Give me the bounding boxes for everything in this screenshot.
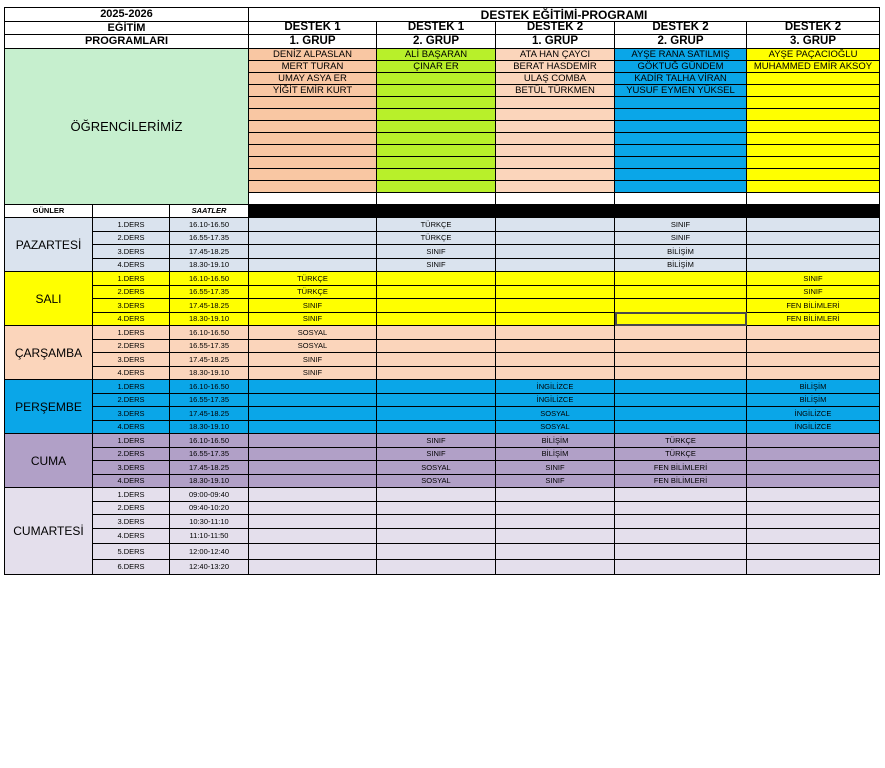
lesson-number-cell[interactable]: 1.DERS [93, 272, 170, 286]
lesson-number-cell[interactable]: 5.DERS [93, 544, 170, 560]
lesson-number-cell[interactable]: 3.DERS [93, 515, 170, 529]
lesson-number-cell[interactable]: 2.DERS [93, 231, 170, 245]
subject-cell[interactable] [496, 231, 615, 245]
student-name-cell[interactable] [747, 181, 880, 193]
lesson-time-cell[interactable]: 16.10-16.50 [170, 434, 249, 448]
subject-cell[interactable]: SOSYAL [249, 339, 377, 353]
subject-cell[interactable] [249, 380, 377, 394]
student-name-cell[interactable] [615, 145, 747, 157]
subject-cell[interactable]: TÜRKÇE [377, 231, 496, 245]
student-name-cell[interactable]: DENİZ ALPASLAN [249, 49, 377, 61]
student-name-cell[interactable] [377, 169, 496, 181]
lesson-time-cell[interactable]: 16.10-16.50 [170, 326, 249, 340]
subject-cell[interactable] [496, 501, 615, 515]
student-name-cell[interactable]: ALİ BAŞARAN [377, 49, 496, 61]
day-name-cell[interactable]: ÇARŞAMBA [5, 326, 93, 380]
student-name-cell[interactable] [615, 121, 747, 133]
student-name-cell[interactable] [377, 97, 496, 109]
subject-cell[interactable] [615, 407, 747, 421]
subject-cell[interactable] [496, 488, 615, 502]
schedule-spreadsheet [4, 7, 880, 575]
subject-cell[interactable]: FEN BİLİMLERİ [615, 461, 747, 475]
lesson-number-cell[interactable]: 1.DERS [93, 380, 170, 394]
lesson-number-cell[interactable]: 3.DERS [93, 299, 170, 313]
subject-cell[interactable] [615, 393, 747, 407]
subject-cell[interactable] [377, 420, 496, 434]
subject-cell[interactable] [496, 559, 615, 575]
subject-cell[interactable]: BİLİŞİM [747, 393, 880, 407]
destek-header-cell[interactable]: DESTEK 2 [496, 22, 615, 35]
subject-cell[interactable] [249, 407, 377, 421]
subject-cell[interactable]: SINIF [377, 447, 496, 461]
student-name-cell[interactable]: ÇINAR ER [377, 61, 496, 73]
hours-column-header[interactable]: SAATLER [170, 205, 249, 218]
lesson-number-cell[interactable]: 1.DERS [93, 326, 170, 340]
subject-cell[interactable] [747, 515, 880, 529]
subject-cell[interactable]: İNGİLİZCE [747, 420, 880, 434]
subject-cell[interactable] [377, 393, 496, 407]
day-name-cell[interactable]: CUMARTESİ [5, 488, 93, 575]
lesson-time-cell[interactable]: 18.30-19.10 [170, 258, 249, 272]
lesson-number-cell[interactable]: 4.DERS [93, 258, 170, 272]
subject-cell[interactable] [615, 339, 747, 353]
grup-header-cell[interactable]: 3. GRUP [747, 35, 880, 49]
lesson-number-cell[interactable]: 4.DERS [93, 474, 170, 488]
lesson-number-cell[interactable]: 3.DERS [93, 245, 170, 259]
subject-cell[interactable]: SINIF [249, 312, 377, 326]
student-name-cell[interactable]: BETÜL TÜRKMEN [496, 85, 615, 97]
lesson-number-cell[interactable]: 2.DERS [93, 447, 170, 461]
student-name-cell[interactable] [249, 133, 377, 145]
subject-cell[interactable]: SINIF [496, 461, 615, 475]
subject-cell[interactable] [496, 366, 615, 380]
student-name-cell[interactable]: AYŞE RANA SATILMIŞ [615, 49, 747, 61]
subject-cell[interactable] [249, 420, 377, 434]
subject-cell[interactable] [249, 447, 377, 461]
student-name-cell[interactable]: MUHAMMED EMİR AKSOY [747, 61, 880, 73]
student-name-cell[interactable] [249, 109, 377, 121]
lesson-number-cell[interactable]: 2.DERS [93, 339, 170, 353]
lesson-number-cell[interactable]: 2.DERS [93, 285, 170, 299]
lesson-time-cell[interactable]: 17.45-18.25 [170, 461, 249, 475]
subject-cell[interactable] [615, 299, 747, 313]
subject-cell[interactable] [747, 366, 880, 380]
subject-cell[interactable] [615, 528, 747, 544]
subject-cell[interactable]: SOSYAL [377, 474, 496, 488]
subject-cell[interactable] [615, 366, 747, 380]
subject-cell[interactable] [747, 218, 880, 232]
day-name-cell[interactable]: PAZARTESİ [5, 218, 93, 272]
lesson-number-cell[interactable]: 3.DERS [93, 407, 170, 421]
student-name-cell[interactable]: ULAŞ COMBA [496, 73, 615, 85]
lesson-time-cell[interactable]: 16.55-17.35 [170, 285, 249, 299]
lesson-time-cell[interactable]: 17.45-18.25 [170, 299, 249, 313]
destek-header-cell[interactable]: DESTEK 2 [615, 22, 747, 35]
subject-cell[interactable] [249, 218, 377, 232]
subject-cell[interactable] [615, 285, 747, 299]
subject-cell[interactable] [377, 366, 496, 380]
lesson-number-cell[interactable]: 1.DERS [93, 488, 170, 502]
lesson-number-cell[interactable]: 2.DERS [93, 393, 170, 407]
subject-cell[interactable] [747, 501, 880, 515]
empty-cell[interactable] [93, 205, 170, 218]
subject-cell[interactable] [377, 326, 496, 340]
lesson-time-cell[interactable]: 17.45-18.25 [170, 407, 249, 421]
subject-cell[interactable] [747, 528, 880, 544]
title-line2-cell[interactable]: EĞİTİM [5, 22, 249, 35]
lesson-time-cell[interactable]: 16.10-16.50 [170, 380, 249, 394]
subject-cell[interactable]: BİLİŞİM [496, 447, 615, 461]
lesson-number-cell[interactable]: 3.DERS [93, 461, 170, 475]
student-name-cell[interactable] [249, 169, 377, 181]
subject-cell[interactable] [496, 285, 615, 299]
subject-cell[interactable] [249, 559, 377, 575]
student-name-cell[interactable] [747, 85, 880, 97]
day-name-cell[interactable]: SALI [5, 272, 93, 326]
lesson-time-cell[interactable]: 16.55-17.35 [170, 339, 249, 353]
student-name-cell[interactable] [615, 157, 747, 169]
subject-cell[interactable] [496, 515, 615, 529]
subject-cell[interactable] [249, 474, 377, 488]
student-name-cell[interactable] [615, 133, 747, 145]
subject-cell[interactable]: SOSYAL [496, 420, 615, 434]
subject-cell[interactable]: İNGİLİZCE [496, 393, 615, 407]
student-name-cell[interactable] [496, 133, 615, 145]
subject-cell[interactable] [249, 488, 377, 502]
subject-cell[interactable]: SINIF [249, 299, 377, 313]
subject-cell[interactable] [377, 544, 496, 560]
subject-cell[interactable] [496, 218, 615, 232]
subject-cell[interactable] [747, 326, 880, 340]
student-name-cell[interactable] [747, 109, 880, 121]
subject-cell[interactable] [615, 559, 747, 575]
subject-cell[interactable] [496, 258, 615, 272]
subject-cell[interactable] [377, 407, 496, 421]
subject-cell[interactable] [496, 312, 615, 326]
lesson-number-cell[interactable]: 1.DERS [93, 218, 170, 232]
student-name-cell[interactable] [615, 169, 747, 181]
subject-cell[interactable]: SINIF [249, 353, 377, 367]
subject-cell[interactable]: İNGİLİZCE [747, 407, 880, 421]
subject-cell[interactable] [377, 528, 496, 544]
empty-cell[interactable] [615, 193, 747, 205]
subject-cell[interactable]: SOSYAL [377, 461, 496, 475]
selected-subject-cell[interactable] [615, 312, 747, 326]
days-column-header[interactable]: GÜNLER [5, 205, 93, 218]
destek-header-cell[interactable]: DESTEK 1 [377, 22, 496, 35]
subject-cell[interactable] [747, 474, 880, 488]
subject-cell[interactable] [615, 501, 747, 515]
subject-cell[interactable] [377, 501, 496, 515]
student-name-cell[interactable] [747, 145, 880, 157]
subject-cell[interactable]: FEN BİLİMLERİ [747, 299, 880, 313]
subject-cell[interactable] [496, 544, 615, 560]
student-name-cell[interactable] [377, 85, 496, 97]
grup-header-cell[interactable]: 1. GRUP [496, 35, 615, 49]
subject-cell[interactable] [377, 488, 496, 502]
subject-cell[interactable] [249, 515, 377, 529]
subject-cell[interactable] [496, 528, 615, 544]
subject-cell[interactable]: BİLİŞİM [615, 245, 747, 259]
subject-cell[interactable] [496, 326, 615, 340]
subject-cell[interactable] [249, 393, 377, 407]
lesson-number-cell[interactable]: 4.DERS [93, 420, 170, 434]
student-name-cell[interactable] [377, 73, 496, 85]
subject-cell[interactable] [377, 299, 496, 313]
student-name-cell[interactable] [377, 157, 496, 169]
subject-cell[interactable] [249, 245, 377, 259]
year-cell[interactable]: 2025-2026 [5, 8, 249, 22]
lesson-time-cell[interactable]: 16.55-17.35 [170, 393, 249, 407]
subject-cell[interactable] [747, 339, 880, 353]
student-name-cell[interactable]: YİĞİT EMİR KURT [249, 85, 377, 97]
lesson-time-cell[interactable]: 17.45-18.25 [170, 245, 249, 259]
subject-cell[interactable] [249, 231, 377, 245]
student-name-cell[interactable] [377, 181, 496, 193]
student-name-cell[interactable] [615, 97, 747, 109]
subject-cell[interactable] [377, 353, 496, 367]
empty-cell[interactable] [249, 193, 377, 205]
student-name-cell[interactable] [249, 181, 377, 193]
black-separator-cell[interactable] [249, 205, 880, 218]
lesson-number-cell[interactable]: 3.DERS [93, 353, 170, 367]
student-name-cell[interactable] [377, 109, 496, 121]
lesson-time-cell[interactable]: 17.45-18.25 [170, 353, 249, 367]
student-name-cell[interactable] [615, 109, 747, 121]
subject-cell[interactable] [377, 285, 496, 299]
subject-cell[interactable]: SINIF [249, 366, 377, 380]
student-name-cell[interactable] [377, 121, 496, 133]
subject-cell[interactable] [249, 544, 377, 560]
empty-cell[interactable] [496, 193, 615, 205]
lesson-number-cell[interactable]: 1.DERS [93, 434, 170, 448]
student-name-cell[interactable] [747, 97, 880, 109]
program-title-cell[interactable]: DESTEK EĞİTİMİ-PROGRAMI [249, 8, 880, 22]
student-name-cell[interactable] [249, 145, 377, 157]
subject-cell[interactable]: SINIF [377, 245, 496, 259]
subject-cell[interactable] [377, 515, 496, 529]
subject-cell[interactable] [615, 272, 747, 286]
student-name-cell[interactable] [615, 181, 747, 193]
subject-cell[interactable] [615, 353, 747, 367]
lesson-time-cell[interactable]: 11:10-11:50 [170, 528, 249, 544]
subject-cell[interactable] [249, 434, 377, 448]
subject-cell[interactable] [747, 434, 880, 448]
student-name-cell[interactable] [747, 157, 880, 169]
subject-cell[interactable] [377, 380, 496, 394]
subject-cell[interactable]: TÜRKÇE [377, 218, 496, 232]
subject-cell[interactable]: SINIF [747, 285, 880, 299]
lesson-number-cell[interactable]: 4.DERS [93, 528, 170, 544]
student-name-cell[interactable] [747, 133, 880, 145]
lesson-time-cell[interactable]: 18.30-19.10 [170, 312, 249, 326]
grup-header-cell[interactable]: 2. GRUP [615, 35, 747, 49]
subject-cell[interactable]: SINIF [496, 474, 615, 488]
lesson-time-cell[interactable]: 16.55-17.35 [170, 231, 249, 245]
subject-cell[interactable]: BİLİŞİM [496, 434, 615, 448]
subject-cell[interactable]: TÜRKÇE [615, 447, 747, 461]
destek-header-cell[interactable]: DESTEK 1 [249, 22, 377, 35]
student-name-cell[interactable]: UMAY ASYA ER [249, 73, 377, 85]
subject-cell[interactable] [747, 245, 880, 259]
lesson-time-cell[interactable]: 12:40-13:20 [170, 559, 249, 575]
subject-cell[interactable]: SINIF [747, 272, 880, 286]
subject-cell[interactable] [747, 461, 880, 475]
lesson-time-cell[interactable]: 16.10-16.50 [170, 218, 249, 232]
title-line3-cell[interactable]: PROGRAMLARI [5, 35, 249, 49]
subject-cell[interactable] [747, 447, 880, 461]
lesson-time-cell[interactable]: 10:30-11:10 [170, 515, 249, 529]
subject-cell[interactable]: SINIF [377, 258, 496, 272]
subject-cell[interactable] [496, 353, 615, 367]
empty-cell[interactable] [747, 193, 880, 205]
lesson-number-cell[interactable]: 6.DERS [93, 559, 170, 575]
subject-cell[interactable] [747, 544, 880, 560]
subject-cell[interactable]: SINIF [377, 434, 496, 448]
subject-cell[interactable]: TÜRKÇE [615, 434, 747, 448]
empty-cell[interactable] [377, 193, 496, 205]
subject-cell[interactable]: TÜRKÇE [249, 285, 377, 299]
subject-cell[interactable] [496, 245, 615, 259]
student-name-cell[interactable]: GÖKTUĞ GÜNDEM [615, 61, 747, 73]
subject-cell[interactable] [747, 488, 880, 502]
lesson-time-cell[interactable]: 16.55-17.35 [170, 447, 249, 461]
student-name-cell[interactable] [496, 157, 615, 169]
student-name-cell[interactable] [249, 157, 377, 169]
subject-cell[interactable] [496, 272, 615, 286]
subject-cell[interactable]: SINIF [615, 231, 747, 245]
subject-cell[interactable] [496, 339, 615, 353]
lesson-time-cell[interactable]: 12:00-12:40 [170, 544, 249, 560]
subject-cell[interactable] [377, 272, 496, 286]
subject-cell[interactable]: TÜRKÇE [249, 272, 377, 286]
student-name-cell[interactable] [747, 169, 880, 181]
lesson-time-cell[interactable]: 18.30-19.10 [170, 420, 249, 434]
subject-cell[interactable] [747, 559, 880, 575]
student-name-cell[interactable] [747, 73, 880, 85]
subject-cell[interactable] [377, 559, 496, 575]
student-name-cell[interactable] [747, 121, 880, 133]
subject-cell[interactable] [615, 420, 747, 434]
student-name-cell[interactable]: ATA HAN ÇAYCI [496, 49, 615, 61]
subject-cell[interactable]: İNGİLİZCE [496, 380, 615, 394]
subject-cell[interactable]: FEN BİLİMLERİ [615, 474, 747, 488]
student-name-cell[interactable]: MERT TURAN [249, 61, 377, 73]
student-name-cell[interactable]: KADİR TALHA VİRAN [615, 73, 747, 85]
subject-cell[interactable] [747, 231, 880, 245]
student-name-cell[interactable] [496, 145, 615, 157]
student-name-cell[interactable] [496, 169, 615, 181]
student-name-cell[interactable] [377, 133, 496, 145]
student-name-cell[interactable] [496, 121, 615, 133]
subject-cell[interactable] [615, 488, 747, 502]
lesson-time-cell[interactable]: 09:40-10:20 [170, 501, 249, 515]
student-name-cell[interactable]: YUSUF EYMEN YÜKSEL [615, 85, 747, 97]
lesson-time-cell[interactable]: 18.30-19.10 [170, 366, 249, 380]
student-name-cell[interactable] [496, 109, 615, 121]
lesson-time-cell[interactable]: 18.30-19.10 [170, 474, 249, 488]
grup-header-cell[interactable]: 2. GRUP [377, 35, 496, 49]
subject-cell[interactable] [377, 339, 496, 353]
subject-cell[interactable]: SOSYAL [496, 407, 615, 421]
lesson-time-cell[interactable]: 09:00-09:40 [170, 488, 249, 502]
lesson-number-cell[interactable]: 4.DERS [93, 312, 170, 326]
student-name-cell[interactable] [496, 97, 615, 109]
subject-cell[interactable] [249, 461, 377, 475]
subject-cell[interactable] [615, 326, 747, 340]
student-name-cell[interactable]: BERAT HASDEMİR [496, 61, 615, 73]
student-name-cell[interactable] [496, 181, 615, 193]
subject-cell[interactable] [249, 528, 377, 544]
destek-header-cell[interactable]: DESTEK 2 [747, 22, 880, 35]
student-name-cell[interactable] [249, 97, 377, 109]
subject-cell[interactable] [249, 501, 377, 515]
subject-cell[interactable]: SOSYAL [249, 326, 377, 340]
day-name-cell[interactable]: PERŞEMBE [5, 380, 93, 434]
day-name-cell[interactable]: CUMA [5, 434, 93, 488]
subject-cell[interactable] [249, 258, 377, 272]
subject-cell[interactable] [377, 312, 496, 326]
subject-cell[interactable]: BİLİŞİM [615, 258, 747, 272]
students-label-cell[interactable]: ÖĞRENCİLERİMİZ [5, 49, 249, 205]
grup-header-cell[interactable]: 1. GRUP [249, 35, 377, 49]
lesson-number-cell[interactable]: 4.DERS [93, 366, 170, 380]
subject-cell[interactable] [615, 380, 747, 394]
subject-cell[interactable]: FEN BİLİMLERİ [747, 312, 880, 326]
student-name-cell[interactable] [377, 145, 496, 157]
lesson-time-cell[interactable]: 16.10-16.50 [170, 272, 249, 286]
subject-cell[interactable]: SINIF [615, 218, 747, 232]
student-name-cell[interactable]: AYŞE PAÇACIOĞLU [747, 49, 880, 61]
subject-cell[interactable] [747, 258, 880, 272]
subject-cell[interactable] [496, 299, 615, 313]
subject-cell[interactable]: BİLİŞİM [747, 380, 880, 394]
subject-cell[interactable] [747, 353, 880, 367]
student-name-cell[interactable] [249, 121, 377, 133]
lesson-number-cell[interactable]: 2.DERS [93, 501, 170, 515]
subject-cell[interactable] [615, 515, 747, 529]
subject-cell[interactable] [615, 544, 747, 560]
